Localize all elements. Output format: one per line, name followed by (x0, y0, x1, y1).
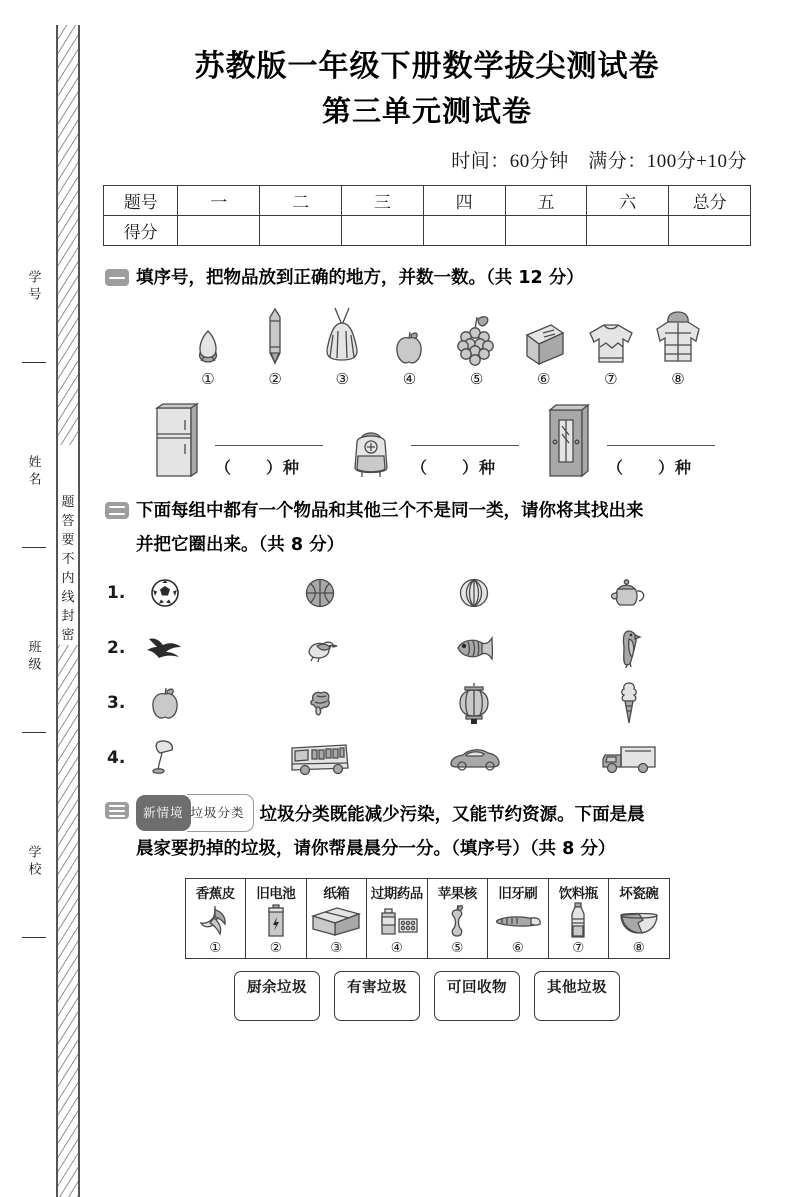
garbage-number: ⑥ (511, 940, 524, 956)
q2-row (103, 569, 751, 617)
garbage-number: ⑤ (451, 940, 464, 956)
section-marker-one-icon (105, 269, 129, 286)
q2-option[interactable] (133, 625, 288, 671)
garbage-label: 坏瓷碗 (619, 886, 659, 902)
question-2-heading (103, 494, 751, 562)
garbage-label: 香蕉皮 (195, 886, 235, 902)
seal-vertical-text: 密 封 线 内 不 要 答 题 (58, 445, 78, 645)
mushroom-icon (288, 688, 352, 718)
garbage-label: 旧电池 (256, 886, 296, 902)
question-2-heading-line2: 并把它圈出来。（共 8 分） (136, 535, 345, 555)
q2-row (103, 734, 751, 782)
seal-field-姓名[interactable] (18, 455, 48, 550)
pen-icon (248, 305, 302, 367)
exam-sheet (95, 0, 793, 1122)
garbage-cell[interactable] (548, 879, 609, 959)
garbage-number: ④ (390, 940, 403, 956)
apple-icon (133, 685, 197, 721)
medicine-icon (367, 902, 427, 940)
q1-item-number: ③ (335, 370, 349, 388)
page-title: 苏教版一年级下册数学拔尖测试卷 (194, 49, 660, 84)
garbage-number: ⑧ (632, 940, 645, 956)
garbage-number: ⑦ (572, 940, 585, 956)
score-table-header-cell: 六 (587, 186, 669, 216)
q1-item[interactable] (382, 305, 436, 388)
section-marker-three-icon (105, 802, 129, 819)
broken-bowl-icon (609, 902, 669, 940)
car-icon (442, 744, 506, 772)
garbage-label: 苹果核 (437, 886, 477, 902)
score-table-header-cell: 四 (423, 186, 505, 216)
q1-item[interactable] (248, 305, 302, 388)
garbage-cell[interactable] (488, 879, 549, 959)
q2-option[interactable] (442, 680, 597, 726)
grapes-icon (450, 305, 504, 367)
q2-row-number: 2. (107, 638, 126, 658)
apple-core-icon (428, 902, 488, 940)
ice-cream-icon (597, 681, 661, 725)
q1-item-number: ① (201, 370, 215, 388)
parrot-icon (597, 627, 661, 669)
q2-option[interactable] (133, 735, 288, 781)
garbage-cell[interactable] (427, 879, 488, 959)
jacket-icon (651, 305, 705, 367)
garbage-bin-row (103, 971, 751, 1021)
question-1-heading (103, 261, 751, 295)
garbage-cell[interactable] (246, 879, 307, 959)
garbage-table (185, 878, 670, 959)
garbage-bin-box[interactable]: 有害垃圾 (334, 971, 420, 1021)
desk-lamp-icon (133, 737, 197, 779)
refrigerator-icon (139, 402, 211, 480)
score-table (103, 185, 751, 246)
q2-option[interactable] (597, 570, 752, 616)
score-table-header-cell: 五 (505, 186, 587, 216)
seal-strip (0, 0, 95, 1122)
chestnut-icon (181, 305, 235, 367)
q2-option[interactable] (133, 680, 288, 726)
garbage-number: ② (269, 940, 282, 956)
seal-field-rule (22, 362, 46, 363)
q2-option[interactable] (442, 570, 597, 616)
q2-option[interactable] (597, 625, 752, 671)
score-table-header-cell: 二 (260, 186, 342, 216)
carton-icon (307, 902, 367, 940)
garbage-label: 纸箱 (323, 886, 350, 902)
q1-bin-count: （ ）种 (215, 458, 301, 477)
teapot-icon (597, 577, 661, 609)
seal-field-rule (22, 937, 46, 938)
basketball-icon (288, 577, 352, 609)
q1-item[interactable] (450, 305, 504, 388)
battery-icon (246, 902, 306, 940)
score-table-header-cell: 一 (178, 186, 260, 216)
seal-field-学校[interactable] (18, 845, 48, 940)
score-table-row (104, 216, 751, 246)
q2-option[interactable] (288, 735, 443, 781)
score-table-header-cell: 题号 (104, 186, 178, 216)
q1-item[interactable] (315, 305, 369, 388)
truck-icon (597, 741, 661, 775)
soccer-ball-icon (133, 578, 197, 608)
fish-icon (442, 633, 506, 663)
q1-item-number: ⑤ (469, 370, 484, 388)
seal-field-label: 学校 (25, 845, 41, 879)
q2-row-number: 3. (107, 693, 126, 713)
question-1-heading-text: 填序号，把物品放到正确的地方，并数一数。（共 12 分） (136, 268, 584, 288)
seal-field-班级[interactable] (18, 640, 48, 735)
q2-option[interactable] (442, 625, 597, 671)
q1-item[interactable] (181, 305, 235, 388)
beach-ball-icon (442, 577, 506, 609)
new-scenario-badge: 新情境 (136, 795, 191, 831)
q2-row-number: 4. (107, 748, 126, 768)
garbage-bin-box[interactable]: 其他垃圾 (534, 971, 620, 1021)
toothbrush-icon (488, 902, 548, 940)
q2-option[interactable] (288, 625, 443, 671)
q1-bin-answer[interactable] (607, 445, 715, 480)
q2-row-number: 1. (107, 583, 126, 603)
garbage-label: 旧牙刷 (498, 886, 538, 902)
q1-item-strip (181, 305, 705, 388)
sweater-icon (584, 305, 638, 367)
seal-field-学号[interactable] (18, 270, 48, 365)
q1-item-number: ② (268, 370, 282, 388)
question-3-heading-line1: 垃圾分类既能减少污染，又能节约资源。下面是晨 (259, 805, 645, 825)
seal-rail-right (78, 25, 80, 1197)
score-table-row (104, 186, 751, 216)
q1-item[interactable] (651, 305, 705, 388)
garbage-number: ③ (330, 940, 343, 956)
score-table-value-cell[interactable] (423, 216, 505, 246)
q1-bin[interactable] (139, 402, 323, 480)
question-3-heading-line2: 晨家要扔掉的垃圾，请你帮晨晨分一分。（填序号）（共 8 分） (136, 839, 616, 859)
dove-icon (288, 633, 352, 663)
garbage-cell[interactable] (185, 879, 246, 959)
bottle-icon (549, 902, 609, 940)
garbage-bin-box[interactable]: 厨余垃圾 (234, 971, 320, 1021)
question-3-heading (103, 794, 751, 866)
answer-blank-line[interactable] (607, 445, 715, 446)
page-subtitle: 第三单元测试卷 (321, 94, 532, 128)
garbage-cell[interactable] (367, 879, 428, 959)
score-table-header-cell: 三 (341, 186, 423, 216)
seal-field-label: 学号 (25, 270, 41, 304)
q1-bin-count: （ ）种 (607, 458, 693, 477)
wardrobe-icon (531, 402, 603, 480)
q2-option[interactable] (288, 570, 443, 616)
garbage-bin-box[interactable]: 可回收物 (434, 971, 520, 1021)
answer-blank-line[interactable] (215, 445, 323, 446)
q1-item-number: ⑧ (671, 370, 685, 388)
garbage-cell[interactable] (609, 879, 670, 959)
q1-bin-answer[interactable] (215, 445, 323, 480)
answer-blank-line[interactable] (411, 445, 519, 446)
q2-row (103, 624, 751, 672)
banana-peel-icon (186, 902, 246, 940)
book-icon (517, 305, 571, 367)
score-table-value-cell[interactable] (505, 216, 587, 246)
seal-field-rule (22, 732, 46, 733)
garbage-number: ① (209, 940, 222, 956)
score-table-value-cell[interactable] (669, 216, 751, 246)
apple-icon (382, 305, 436, 367)
swallow-icon (133, 633, 197, 663)
score-table-header-cell: 总分 (669, 186, 751, 216)
q2-option[interactable] (442, 735, 597, 781)
exam-meta: 时间：60分钟 满分：100分+10分 (451, 151, 747, 172)
lantern-icon (442, 681, 506, 725)
dress-icon (315, 305, 369, 367)
score-table-value-cell[interactable]: 得分 (104, 216, 178, 246)
garbage-label: 过期药品 (370, 886, 423, 902)
question-2-heading-line1: 下面每组中都有一个物品和其他三个不是同一类，请你将其找出来 (136, 501, 644, 521)
q1-item-number: ⑥ (536, 370, 551, 388)
score-table-value-cell[interactable] (178, 216, 260, 246)
title-block (103, 45, 751, 133)
q1-item-number: ④ (402, 370, 417, 388)
backpack-icon (335, 402, 407, 480)
seal-field-label: 班级 (25, 640, 41, 674)
score-table-value-cell[interactable] (341, 216, 423, 246)
q1-bin[interactable] (531, 402, 715, 480)
seal-field-label: 姓名 (25, 455, 41, 489)
score-table-value-cell[interactable] (587, 216, 669, 246)
q2-option[interactable] (133, 570, 288, 616)
q1-item[interactable] (517, 305, 571, 388)
q1-bin[interactable] (335, 402, 519, 480)
seal-field-rule (22, 547, 46, 548)
q1-item[interactable] (584, 305, 638, 388)
q2-option[interactable] (597, 680, 752, 726)
bus-icon (288, 740, 352, 776)
q2-option[interactable] (288, 680, 443, 726)
q1-bin-row (133, 402, 721, 480)
garbage-label: 饮料瓶 (558, 886, 598, 902)
q1-bin-count: （ ）种 (411, 458, 497, 477)
garbage-cell[interactable] (306, 879, 367, 959)
topic-badge: 垃圾分类 (187, 794, 254, 832)
q2-option[interactable] (597, 735, 752, 781)
section-marker-two-icon (105, 502, 129, 519)
q1-item-number: ⑦ (604, 370, 618, 388)
q1-bin-answer[interactable] (411, 445, 519, 480)
q2-row (103, 679, 751, 727)
score-table-value-cell[interactable] (260, 216, 342, 246)
